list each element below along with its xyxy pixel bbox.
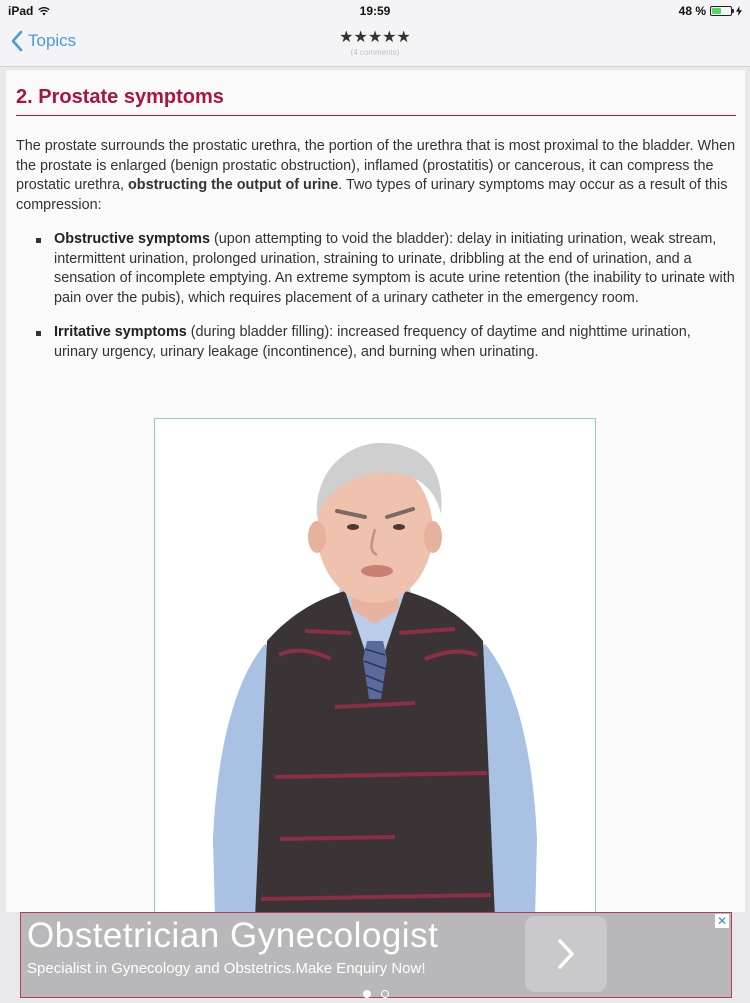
status-right xyxy=(679,4,742,18)
list-item-text: (during bladder filling): increased frequency of daytime and nighttime urination, urinary urgency, urinary leakage (incontinence), and burning when urinating. xyxy=(54,324,691,360)
article-content xyxy=(6,70,745,912)
ad-title: Obstetrician Gynecologist xyxy=(27,916,439,955)
section-title: 2. Prostate symptoms xyxy=(16,86,736,116)
list-item-term: Irritative symptoms xyxy=(54,324,187,341)
ad-close-icon[interactable]: ✕ xyxy=(716,914,728,928)
intro-paragraph xyxy=(16,137,738,215)
symptom-list xyxy=(16,230,736,378)
charging-bolt-icon xyxy=(736,6,742,16)
ad-arrow-button[interactable] xyxy=(525,916,607,992)
ad-subtitle: Specialist in Gynecology and Obstetrics.Make Enquiry Now! xyxy=(27,960,426,977)
intro-bold-text: obstructing the output of urine xyxy=(127,177,339,194)
device-label: iPad xyxy=(8,4,34,18)
status-bar xyxy=(0,0,750,22)
rating[interactable] xyxy=(0,27,750,57)
illustration-figure xyxy=(154,418,596,912)
pager-dot-active[interactable] xyxy=(363,990,371,998)
back-label: Topics xyxy=(28,31,77,50)
status-time: 19:59 xyxy=(359,4,391,18)
ad-banner[interactable] xyxy=(20,912,732,998)
pager-dot[interactable] xyxy=(381,990,389,998)
ad-pager xyxy=(21,985,731,1003)
intro-text-2: . Two types of urinary symptoms may occur as a result of this compression: xyxy=(16,177,728,213)
battery-percent: 48 % xyxy=(678,4,706,18)
battery-fill xyxy=(712,8,721,14)
chevron-right-icon xyxy=(555,937,577,971)
list-item-term: Obstructive symptoms xyxy=(54,231,210,247)
rating-stars: ★★★★★ xyxy=(339,29,411,46)
battery-icon xyxy=(710,6,732,16)
intro-text-1: The prostate surrounds the prostatic urethra, the portion of the urethra that is most proximal to the bladder. When the prostate is enlarged (benign prostatic obstruction), inflamed (prostatitis) or cancerous, it can compress the prostatic urethra, xyxy=(16,138,736,194)
nav-bar xyxy=(0,22,750,67)
rating-caption: (4 comments) xyxy=(350,48,400,57)
man-illustration xyxy=(155,419,595,912)
list-item xyxy=(16,323,736,362)
list-item-text: (upon attempting to void the bladder): delay in initiating urination, weak stream, intermittent urination, prolonged urination, straining to urinate, dribbling at the end of urination, and a sensation of incomplete emptying. An extreme symptom is acute urine retention (the inability to urinate with pain over the pubis), which requires placement of a urinary catheter in the emergency room. xyxy=(54,231,735,306)
list-item xyxy=(16,230,736,308)
